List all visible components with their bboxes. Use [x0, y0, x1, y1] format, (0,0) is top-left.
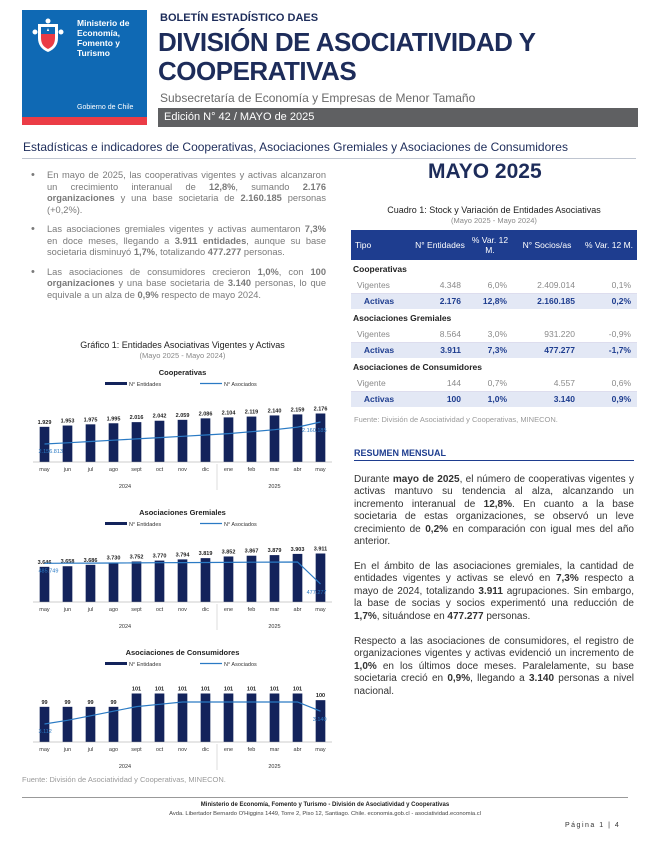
charts-source: Fuente: División de Asociatividad y Cooperativas, MINECON. — [22, 775, 226, 784]
x-tick-label: may — [315, 607, 326, 613]
ministry-name: Ministerio de Economía, Fomento y Turismo — [77, 18, 130, 58]
summary-divider — [354, 460, 634, 461]
x-tick-label: ene — [223, 467, 234, 473]
x-tick-label: jun — [63, 747, 72, 753]
page-subtitle: Subsecretaría de Economía y Empresas de Menor Tamaño — [160, 91, 476, 105]
x-tick-label: abr — [293, 467, 302, 473]
page-number: Página 1 | 4 — [565, 822, 621, 829]
highlight-item: • Las asociaciones de consumidores crecieron 1,0%, con 100 organizaciones y una base societaria de 3.140 personas, lo que equivale a un alza de 0,9% respecto de mayo 2024. — [30, 267, 326, 302]
x-tick-label: nov — [178, 467, 187, 473]
bar — [247, 417, 257, 462]
x-tick-label: mar — [269, 467, 280, 473]
bar — [63, 707, 73, 742]
bar-label: 3.770 — [152, 553, 167, 560]
legend-swatch-bar — [105, 522, 127, 525]
bar-label: 99 — [64, 699, 71, 706]
bar — [224, 417, 234, 462]
bar-label: 2.042 — [152, 413, 167, 420]
chart-svg — [25, 504, 340, 644]
bar — [201, 558, 211, 602]
bar-label: 3.903 — [290, 546, 305, 553]
x-tick-label: jul — [87, 607, 94, 613]
table-group-row: Asociaciones Gremiales — [353, 312, 452, 323]
gobierno-label: Gobierno de Chile — [77, 104, 134, 111]
bar — [155, 421, 165, 462]
bar-label: 3.658 — [60, 559, 75, 566]
table-row: Vigentes 4.348 6,0% 2.409.014 0,1% — [351, 277, 637, 293]
chart-svg — [25, 364, 340, 504]
highlight-item: • Las asociaciones gremiales vigentes y activas aumentaron 7,3% en doce meses, llegando a 3.911 entidades, aunque su base societaria disminuyó 1,7%, totalizando 477.277 personas. — [30, 224, 326, 259]
bar-label: 3.879 — [267, 548, 282, 555]
col-header: % Var. 12 M. — [467, 230, 513, 260]
bar-label: 1.995 — [106, 416, 121, 423]
bar-label: 101 — [246, 686, 257, 693]
page-title: DIVISIÓN DE ASOCIATIVIDAD Y COOPERATIVAS — [158, 27, 536, 86]
bar — [178, 420, 188, 462]
chart-cooperativas — [25, 364, 340, 504]
table-subtitle: (Mayo 2025 - Mayo 2024) — [451, 216, 537, 225]
bar-label: 101 — [223, 686, 234, 693]
table-group-row: Cooperativas — [353, 263, 407, 274]
bar-label: 2.119 — [244, 409, 259, 416]
x-tick-label: jul — [87, 467, 94, 473]
bar — [63, 426, 73, 462]
section-divider — [22, 158, 636, 159]
bar-label: 99 — [110, 699, 117, 706]
x-tick-label: may — [39, 607, 50, 613]
bar-label: 2.016 — [129, 415, 144, 422]
table-group-row: Asociaciones de Consumidores — [353, 361, 482, 372]
table-source: Fuente: División de Asociatividad y Cooperativas, MINECON. — [354, 415, 558, 424]
bar — [201, 694, 211, 743]
table-header-row — [351, 230, 637, 260]
x-tick-label: may — [315, 747, 326, 753]
bar — [155, 561, 165, 602]
bar-label: 99 — [41, 699, 48, 706]
legend-swatch-bar — [105, 662, 127, 665]
bar-label: 3.794 — [175, 552, 190, 559]
x-tick-label: oct — [155, 607, 164, 613]
bar-label: 101 — [154, 686, 165, 693]
summary-paragraph: En el ámbito de las asociaciones gremiales, la cantidad de entidades vigentes y activas se elevó en 7,3% respecto a mayo de 2024, totalizando 3.911 agrupaciones. Sin embargo, la base de socias y socios experimentó una reducción de 1,7%, situándose en 477.277 personas. — [354, 561, 634, 622]
bar — [86, 565, 96, 602]
col-header: % Var. 12 M. — [581, 230, 637, 260]
year-label: 2024 — [118, 764, 132, 770]
x-tick-label: oct — [155, 467, 164, 473]
x-tick-label: may — [39, 467, 50, 473]
x-tick-label: dic — [201, 607, 210, 613]
col-header: N° Socios/as — [513, 230, 581, 260]
chart-title: Asociaciones Gremiales — [139, 508, 226, 517]
highlight-item: • En mayo de 2025, las cooperativas vigentes y activas alcanzaron un crecimiento interanual de 12,8%, sumando 2.176 organizaciones y una base societaria de 2.160.185 personas (+0,2%). — [30, 170, 326, 216]
bar-label: 3.911 — [313, 546, 328, 553]
summary-paragraph: Durante mayo de 2025, el número de cooperativas vigentes y activas mantuvo su tendencia al alza, alcanzando un incremento interanual de 12,8%. En cuanto a la base societaria de estas organizaciones, se observó un leve crecimiento de 0,2% en comparación con igual mes del año anterior. — [354, 474, 634, 548]
x-tick-label: ene — [223, 747, 234, 753]
bar — [63, 566, 73, 602]
footer-ministry: Ministerio de Economía, Fomento y Turismo - División de Asociatividad y Cooperativas — [200, 802, 450, 808]
x-tick-label: sept — [131, 747, 142, 753]
charts-subtitle: (Mayo 2025 - Mayo 2024) — [139, 351, 226, 360]
x-tick-label: nov — [178, 607, 187, 613]
bar — [293, 694, 303, 743]
legend-label: N° Entidades — [129, 662, 162, 668]
chart-asociaciones-gremiales — [25, 504, 340, 644]
bar-label: 3.819 — [198, 551, 213, 558]
bulletin-label: BOLETÍN ESTADÍSTICO DAES — [160, 12, 319, 24]
bar — [316, 414, 326, 463]
x-tick-label: jun — [63, 607, 72, 613]
x-tick-label: ago — [108, 607, 119, 613]
x-tick-label: may — [315, 467, 326, 473]
bar-label: 3.852 — [221, 549, 236, 556]
bar-label: 2.176 — [313, 406, 328, 413]
x-tick-label: feb — [247, 467, 256, 473]
table-row: Activas 100 1,0% 3.140 0,9% — [351, 391, 637, 407]
bar-label: 101 — [131, 686, 142, 693]
bar — [224, 556, 234, 602]
bar — [109, 423, 119, 462]
legend-label: N° Asociados — [224, 382, 257, 388]
bar-label: 2.140 — [267, 408, 282, 415]
bar-label: 1.929 — [37, 419, 52, 426]
bar — [178, 559, 188, 602]
line-label-first: 2.156.813 — [38, 449, 63, 455]
bar-label: 3.646 — [37, 559, 52, 566]
col-header: N° Entidades — [413, 230, 467, 260]
bar — [178, 694, 188, 743]
bar-label: 1.953 — [60, 418, 75, 425]
table-row: Vigentes 8.564 3,0% 931.220 -0,9% — [351, 326, 637, 342]
bar-label: 3.686 — [83, 557, 98, 564]
year-label: 2025 — [268, 764, 281, 770]
table-row: Activas 3.911 7,3% 477.277 -1,7% — [351, 342, 637, 358]
bar — [201, 418, 211, 462]
legend-label: N° Asociados — [224, 662, 257, 668]
bar — [86, 707, 96, 742]
table-row: Activas 2.176 12,8% 2.160.185 0,2% — [351, 293, 637, 309]
bar-label: 2.104 — [221, 410, 236, 417]
bar — [132, 562, 142, 603]
bar — [132, 422, 142, 462]
legend-label: N° Entidades — [129, 522, 162, 528]
bar-label: 100 — [315, 693, 326, 700]
x-tick-label: dic — [201, 747, 210, 753]
bar — [40, 707, 50, 742]
bar-label: 101 — [200, 686, 211, 693]
bar-label: 3.752 — [129, 554, 144, 561]
bar-label: 2.086 — [198, 411, 213, 418]
charts-title: Gráfico 1: Entidades Asociativas Vigentes y Activas — [80, 340, 285, 350]
x-tick-label: abr — [293, 747, 302, 753]
line-label-last: 477.277 — [306, 590, 327, 596]
footer-address: Avda. Libertador Bernardo O'Higgins 1449, Torre 2, Piso 12, Santiago. Chile. economia.gob.cl - asociatividad.economia.cl — [169, 811, 481, 817]
edition-label: Edición N° 42 / MAYO de 2025 — [164, 111, 315, 123]
bar — [293, 554, 303, 602]
x-tick-label: nov — [178, 747, 187, 753]
highlights-list — [30, 170, 330, 309]
col-header: Tipo — [351, 230, 413, 260]
bar-label: 101 — [292, 686, 303, 693]
bar — [155, 694, 165, 743]
x-tick-label: oct — [155, 747, 164, 753]
bar-label: 101 — [269, 686, 280, 693]
table-title: Cuadro 1: Stock y Variación de Entidades Asociativas — [387, 205, 601, 215]
legend-label: N° Entidades — [129, 382, 162, 388]
x-tick-label: sept — [131, 467, 142, 473]
x-tick-label: feb — [247, 747, 256, 753]
table-row: Vigente 144 0,7% 4.557 0,6% — [351, 375, 637, 391]
summary-paragraph: Respecto a las asociaciones de consumidores, el registro de organizaciones vigentes y activas evidenció un incremento de 1,0% en los últimos doce meses. Paralelamente, su base societaria creció en 0,9%, llegando a 3.140 personas a nivel nacional. — [354, 636, 634, 697]
chart-svg — [25, 644, 340, 784]
x-tick-label: jun — [63, 467, 72, 473]
stock-table — [351, 230, 637, 407]
section-title: Estadísticas e indicadores de Cooperativas, Asociaciones Gremiales y Asociaciones de Consumidores — [23, 140, 568, 154]
footer-divider — [22, 797, 628, 798]
x-tick-label: dic — [201, 467, 210, 473]
year-label: 2025 — [268, 624, 281, 630]
x-tick-label: mar — [269, 747, 280, 753]
chart-asociaciones-consumidores — [25, 644, 340, 784]
bar — [132, 694, 142, 743]
x-tick-label: ago — [108, 747, 119, 753]
bar-label: 101 — [177, 686, 188, 693]
month-heading: MAYO 2025 — [428, 160, 542, 183]
summary-heading: RESUMEN MENSUAL — [354, 448, 447, 458]
legend-swatch-bar — [105, 382, 127, 385]
chart-title: Cooperativas — [158, 368, 207, 377]
bar-label: 3.867 — [244, 548, 259, 555]
coat-of-arms-icon — [32, 18, 64, 54]
bar-label: 99 — [87, 699, 94, 706]
x-tick-label: ene — [223, 607, 234, 613]
year-label: 2025 — [268, 484, 281, 490]
line-label-last: 2.160.185 — [302, 428, 327, 434]
logo-red-stripe — [22, 117, 147, 125]
bar — [293, 414, 303, 462]
x-tick-label: may — [39, 747, 50, 753]
chart-title: Asociaciones de Consumidores — [125, 648, 240, 657]
line-label-last: 3.140 — [312, 717, 327, 724]
bar — [247, 694, 257, 743]
bar-label: 2.059 — [175, 412, 190, 419]
x-tick-label: jul — [87, 747, 94, 753]
x-tick-label: abr — [293, 607, 302, 613]
bar — [109, 563, 119, 602]
year-label: 2024 — [118, 484, 132, 490]
bar — [270, 694, 280, 743]
x-tick-label: sept — [131, 607, 142, 613]
x-tick-label: mar — [269, 607, 280, 613]
x-tick-label: feb — [247, 607, 256, 613]
year-label: 2024 — [118, 624, 132, 630]
line-label-first: 3.112 — [38, 729, 52, 735]
bar — [270, 415, 280, 462]
bar — [224, 694, 234, 743]
edition-bar — [158, 108, 638, 127]
line-label-first: 485.749 — [38, 568, 59, 575]
bar-label: 2.159 — [290, 407, 305, 414]
bar-label: 1.975 — [83, 417, 98, 424]
legend-label: N° Asociados — [224, 522, 257, 528]
bar — [86, 424, 96, 462]
gobierno-logo — [22, 10, 147, 125]
bar-label: 3.730 — [106, 555, 121, 562]
x-tick-label: ago — [108, 467, 119, 473]
